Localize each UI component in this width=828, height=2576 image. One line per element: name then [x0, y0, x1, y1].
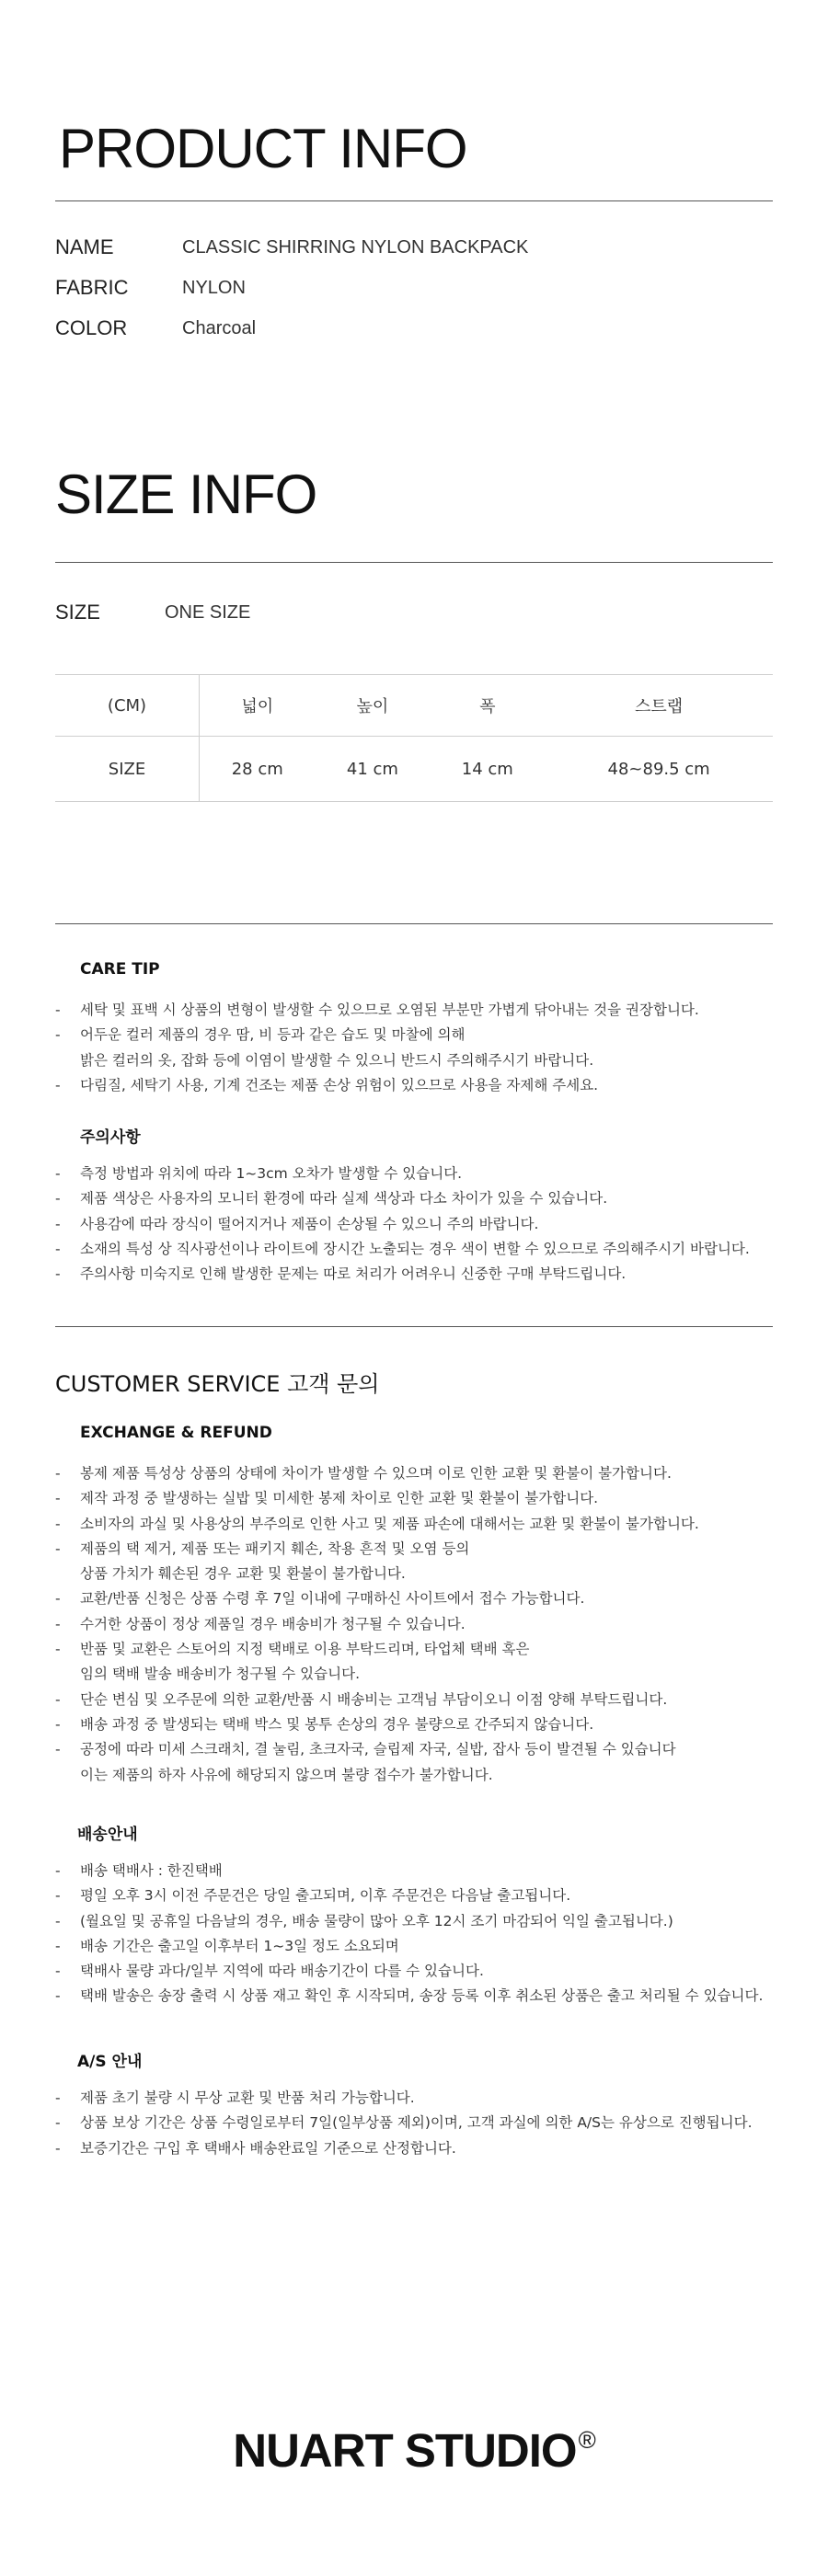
list-item: - 상품 보상 기간은 상품 수령일로부터 7일(일부상품 제외)이며, 고객 과실에 의한 A/S는 유상으로 진행됩니다.: [55, 2114, 753, 2132]
size-table-cell: 48~89.5 cm: [545, 737, 773, 802]
caution-title: 주의사항: [80, 1128, 141, 1147]
size-table-header: [55, 675, 773, 737]
product-info-divider: [55, 200, 773, 201]
size-table-cell: 28 cm: [200, 737, 316, 802]
list-item: - 단순 변심 및 오주문에 의한 교환/반품 시 배송비는 고객님 부담이오니 이점 양해 부탁드립니다.: [55, 1690, 668, 1708]
list-item: - 사용감에 따라 장식이 떨어지거나 제품이 손상될 수 있으니 주의 바랍니다.: [55, 1215, 539, 1232]
list-item: - 공정에 따라 미세 스크래치, 결 눌림, 초크자국, 슬립제 자국, 실밥, 잡사 등이 발견될 수 있습니다: [55, 1741, 676, 1758]
info-label: COLOR: [55, 316, 128, 339]
service-divider: [55, 1326, 773, 1327]
care-tip-title: CARE TIP: [80, 960, 160, 979]
product-info-row: [55, 308, 528, 349]
product-info-table: [55, 227, 528, 349]
product-info-row: [55, 227, 528, 268]
info-value: CLASSIC SHIRRING NYLON BACKPACK: [182, 236, 529, 258]
list-item: 이는 제품의 하자 사유에 해당되지 않으며 불량 접수가 불가합니다.: [80, 1766, 493, 1783]
info-label: FABRIC: [55, 276, 129, 299]
product-info-row: [55, 268, 528, 308]
list-item: - 교환/반품 신청은 상품 수령 후 7일 이내에 구매하신 사이트에서 접수 가능합니다.: [55, 1590, 585, 1608]
delivery-title: 배송안내: [77, 1826, 138, 1844]
list-item: - 택배사 물량 과다/일부 지역에 따라 배송기간이 다를 수 있습니다.: [55, 1963, 484, 1980]
exchange-refund-list: [55, 1461, 699, 1788]
list-item: 밝은 컬러의 옷, 잡화 등에 이염이 발생할 수 있으니 반드시 주의해주시기 바랍니다.: [80, 1051, 594, 1069]
list-item: - 제품 색상은 사용자의 모니터 환경에 따라 실제 색상과 다소 차이가 있을 수 있습니다.: [55, 1190, 608, 1208]
care-divider: [55, 923, 773, 924]
list-item: - 주의사항 미숙지로 인해 발생한 문제는 따로 처리가 어려우니 신중한 구매 부탁드립니다.: [55, 1265, 627, 1283]
list-item: - (월요일 및 공휴일 다음날의 경우, 배송 물량이 많아 오후 12시 조기 마감되어 익일 출고됩니다.): [55, 1912, 673, 1929]
list-item: - 택배 발송은 송장 출력 시 상품 재고 확인 후 시작되며, 송장 등록 이후 취소된 상품은 출고 처리될 수 있습니다.: [55, 1987, 764, 2005]
list-item: - 평일 오후 3시 이전 주문건은 당일 출고되며, 이후 주문건은 다음날 출고됩니다.: [55, 1887, 571, 1905]
size-table-header-cell: 폭: [430, 675, 545, 737]
size-label: SIZE: [55, 601, 100, 624]
care-tip-list: [55, 998, 699, 1098]
size-table-header-cell: 스트랩: [545, 675, 773, 737]
list-item: - 배송 택배사 : 한진택배: [55, 1862, 223, 1879]
exchange-refund-title: EXCHANGE & REFUND: [80, 1424, 272, 1442]
brand-name: NUART STUDIO: [233, 2424, 577, 2477]
list-item: - 배송 기간은 출고일 이후부터 1~3일 정도 소요되며: [55, 1937, 399, 1954]
size-value: ONE SIZE: [165, 601, 251, 623]
list-item: - 다림질, 세탁기 사용, 기계 건조는 제품 손상 위험이 있으므로 사용을 자제해 주세요.: [55, 1076, 599, 1093]
list-item: - 제품의 택 제거, 제품 또는 패키지 훼손, 착용 흔적 및 오염 등의: [55, 1540, 470, 1557]
list-item: - 봉제 제품 특성상 상품의 상태에 차이가 발생할 수 있으며 이로 인한 교환 및 환불이 불가합니다.: [55, 1465, 672, 1482]
delivery-list: [55, 1859, 763, 2009]
list-item: - 소재의 특성 상 직사광선이나 라이트에 장시간 노출되는 경우 색이 변할 수 있으므로 주의해주시기 바랍니다.: [55, 1240, 750, 1257]
as-list: [55, 2086, 753, 2161]
list-item: 상품 가치가 훼손된 경우 교환 및 환불이 불가합니다.: [80, 1565, 406, 1583]
size-info-title: SIZE INFO: [55, 464, 317, 525]
size-table-header-cell: 높이: [315, 675, 430, 737]
brand-logo: [0, 2423, 828, 2478]
list-item: - 측정 방법과 위치에 따라 1~3cm 오차가 발생할 수 있습니다.: [55, 1165, 463, 1182]
size-table-header-cell: 넓이: [200, 675, 316, 737]
product-info-title: PRODUCT INFO: [59, 118, 467, 179]
list-item: - 배송 과정 중 발생되는 택배 박스 및 봉투 손상의 경우 불량으로 간주되지 않습니다.: [55, 1715, 594, 1733]
list-item: - 수거한 상품이 정상 제품일 경우 배송비가 청구될 수 있습니다.: [55, 1615, 466, 1632]
list-item: 임의 택배 발송 배송비가 청구될 수 있습니다.: [80, 1666, 361, 1683]
list-item: - 보증기간은 구입 후 택배사 배송완료일 기준으로 산정합니다.: [55, 2139, 456, 2157]
list-item: - 어두운 컬러 제품의 경우 땀, 비 등과 같은 습도 및 마찰에 의해: [55, 1026, 466, 1044]
caution-list: [55, 1162, 750, 1287]
size-table-row: [55, 737, 773, 802]
list-item: - 제품 초기 불량 시 무상 교환 및 반품 처리 가능합니다.: [55, 2089, 415, 2106]
size-table-cell: 41 cm: [315, 737, 430, 802]
as-title: A/S 안내: [77, 2053, 143, 2071]
size-table-header-cell: (CM): [55, 675, 200, 737]
list-item: - 세탁 및 표백 시 상품의 변형이 발생할 수 있으므로 오염된 부분만 가볍게 닦아내는 것을 권장합니다.: [55, 1002, 699, 1018]
customer-service-title: CUSTOMER SERVICE 고객 문의: [55, 1371, 380, 1397]
size-table-cell: SIZE: [55, 737, 200, 802]
list-item: - 제작 과정 중 발생하는 실밥 및 미세한 봉제 차이로 인한 교환 및 환불이 불가합니다.: [55, 1490, 599, 1507]
size-info-divider: [55, 562, 773, 563]
size-summary: [55, 600, 250, 625]
size-table-cell: 14 cm: [430, 737, 545, 802]
registered-mark: ®: [578, 2426, 595, 2454]
info-label: NAME: [55, 235, 114, 258]
info-value: Charcoal: [182, 317, 257, 338]
list-item: - 소비자의 과실 및 사용상의 부주의로 인한 사고 및 제품 파손에 대해서는 교환 및 환불이 불가합니다.: [55, 1515, 699, 1532]
list-item: - 반품 및 교환은 스토어의 지정 택배로 이용 부탁드리며, 타업체 택배 혹은: [55, 1641, 530, 1658]
info-value: NYLON: [182, 277, 246, 298]
size-table: [55, 674, 773, 802]
